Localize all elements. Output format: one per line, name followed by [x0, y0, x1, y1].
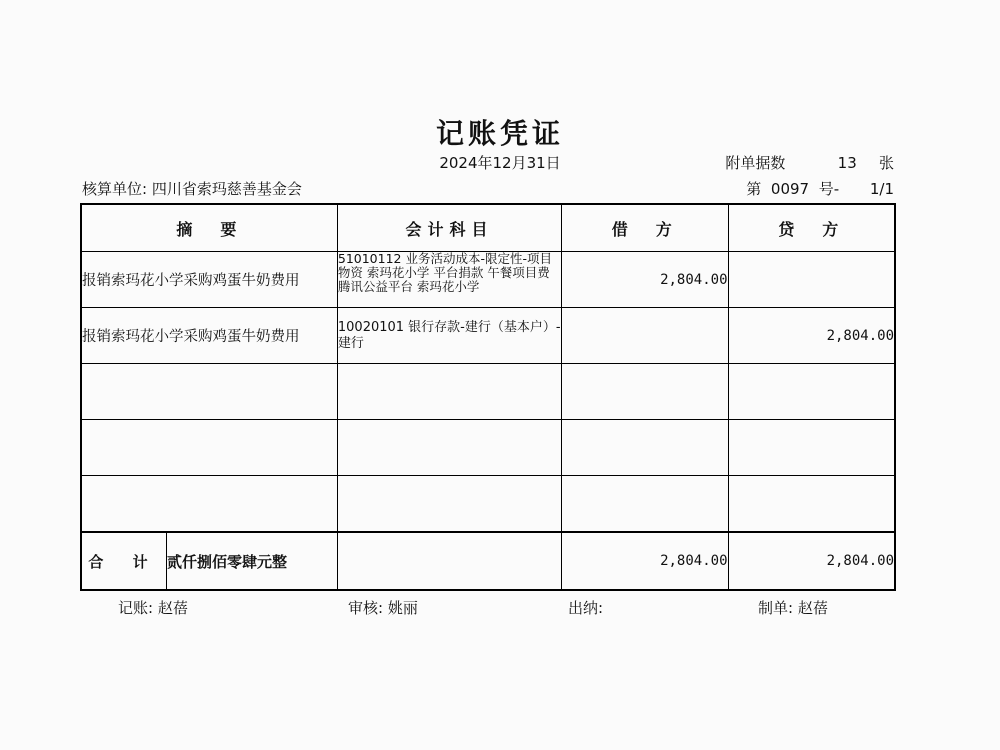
cashier: 出纳: [568, 599, 604, 617]
total-debit: 2,804.00 [562, 532, 728, 590]
header-credit: 贷 方 [728, 204, 895, 252]
row-summary [81, 476, 337, 533]
voucher-number-suffix: 号- [818, 180, 840, 198]
total-row [81, 532, 895, 590]
header-summary: 摘 要 [81, 204, 337, 252]
row-account: 51010112 业务活动成本-限定性-项目物资 索玛花小学 平台捐款 午餐项目费 腾讯公益平台 索玛花小学 [337, 252, 561, 308]
table-row [81, 252, 895, 308]
row-account [337, 476, 561, 533]
total-account-blank [337, 532, 561, 590]
row-credit [728, 252, 895, 308]
row-account: 10020101 银行存款-建行（基本户）-建行 [337, 308, 561, 364]
row-debit [562, 476, 728, 533]
unit-label: 核算单位: [82, 180, 148, 198]
total-label: 合 计 [82, 533, 167, 589]
attachment-number: 13 [837, 154, 857, 172]
header-account: 会计科目 [337, 204, 561, 252]
voucher-page: 1/1 [869, 180, 894, 198]
header-debit: 借 方 [562, 204, 728, 252]
row-credit [728, 364, 895, 420]
row-account [337, 420, 561, 476]
unit-name: 四川省索玛慈善基金会 [151, 180, 302, 198]
voucher-number-prefix: 第 [746, 180, 762, 198]
row-debit [562, 364, 728, 420]
row-summary: 报销索玛花小学采购鸡蛋牛奶费用 [81, 308, 337, 364]
table-row [81, 476, 895, 533]
attachment-count [725, 152, 894, 173]
total-cell [81, 532, 337, 590]
row-summary [81, 420, 337, 476]
preparer: 制单: 赵蓓 [758, 599, 828, 617]
row-debit: 2,804.00 [562, 252, 728, 308]
row-credit [728, 476, 895, 533]
voucher-number-value: 0097 [770, 180, 810, 198]
row-debit [562, 420, 728, 476]
row-credit: 2,804.00 [728, 308, 895, 364]
voucher-table [80, 203, 896, 591]
total-split [82, 533, 337, 589]
bookkeeper: 记账: 赵蓓 [118, 599, 188, 617]
voucher-number [746, 178, 894, 199]
voucher-title: 记账凭证 [435, 117, 564, 150]
table-row [81, 364, 895, 420]
accounting-unit [82, 178, 302, 199]
row-summary: 报销索玛花小学采购鸡蛋牛奶费用 [81, 252, 337, 308]
voucher-date: 2024年12月31日 [439, 154, 561, 172]
row-credit [728, 420, 895, 476]
reviewer: 审核: 姚丽 [348, 599, 418, 617]
table-row [81, 420, 895, 476]
attachment-label: 附单据数 [725, 154, 786, 172]
row-debit [562, 308, 728, 364]
row-summary [81, 364, 337, 420]
row-account [337, 364, 561, 420]
attachment-unit: 张 [878, 154, 894, 172]
table-row [81, 308, 895, 364]
total-amount-words: 贰仟捌佰零肆元整 [167, 552, 288, 571]
total-credit: 2,804.00 [728, 532, 895, 590]
table-header-row [81, 204, 895, 252]
